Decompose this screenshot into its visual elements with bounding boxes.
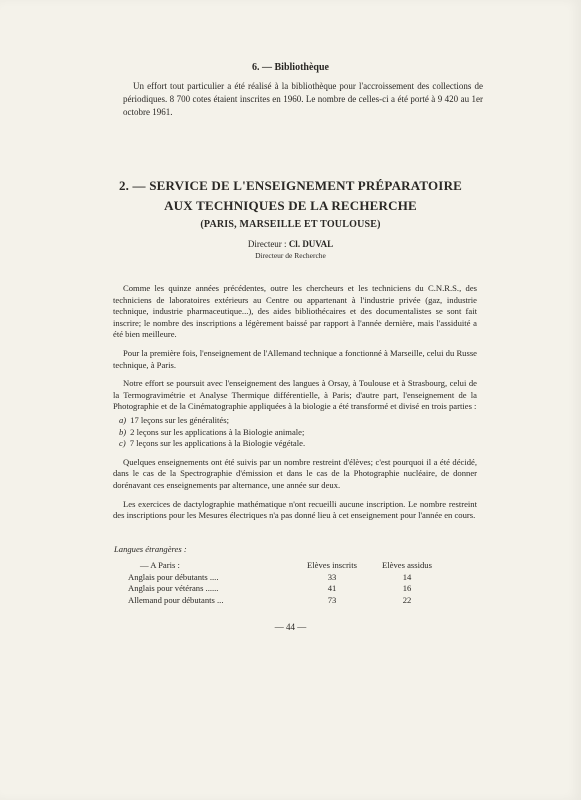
table-header: — A Paris : <box>140 560 180 570</box>
table-cell: 22 <box>402 594 412 605</box>
table-cell: 41 <box>327 583 337 594</box>
section-6-title: 6. — Bibliothèque <box>252 62 329 73</box>
page-number: — 44 — <box>274 622 307 632</box>
section-2-heading <box>0 176 581 234</box>
table-row <box>128 595 442 607</box>
table-header: Elèves inscrits <box>307 560 357 570</box>
table-header: Elèves assidus <box>382 560 432 570</box>
section-2-subtitle: (PARIS, MARSEILLE ET TOULOUSE) <box>200 219 381 230</box>
table-row <box>128 583 442 595</box>
paragraph-intro: Comme les quinze années précédentes, outre les chercheurs et les techniciens du C.N.R.S., des techniciens de laboratoires extérieurs au Centre ou appartenant à l'industrie privée (gaz, industrie technique, industrie pharmaceutique...), des aides bibliothécaires et des documentalistes se sont fait inscrire; le nombre des inscriptions a légèrement baissé par rapport à l'année dernière, mais l'assiduité a été bien meilleure. <box>113 283 477 340</box>
director-label: Directeur : <box>247 239 287 249</box>
director-name: Cl. DUVAL <box>288 239 334 249</box>
section-2-title-line1: 2. — SERVICE DE L'ENSEIGNEMENT PRÉPARATOIRE <box>118 178 463 193</box>
section-2-title-line2: AUX TECHNIQUES DE LA RECHERCHE <box>164 198 417 213</box>
langues-table <box>128 560 442 606</box>
table-cell: Allemand pour débutants ... <box>128 594 224 605</box>
director-role: Directeur de Recherche <box>255 251 326 260</box>
table-row <box>128 572 442 584</box>
lessons-list <box>113 415 477 450</box>
table-cell: Anglais pour vétérans ...... <box>128 583 219 594</box>
table-cell: Anglais pour débutants .... <box>128 571 219 582</box>
table-cell: 16 <box>402 583 412 594</box>
paragraph-effort: Notre effort se poursuit avec l'enseignement des langues à Orsay, à Toulouse et à Strasbourg, celui de la Termogravimétrie et Analyse Thermique différentielle, à Paris; d'autre part, l'enseignement de la Photographie et de la Cinématographie appliquées à la biologie a été transformé et divisé en trois parties : <box>113 378 477 412</box>
list-item: b) 2 leçons sur les applications à la Biologie animale; <box>119 426 305 437</box>
table-cell: 33 <box>327 571 337 582</box>
paragraph-quelques: Quelques enseignements ont été suivis par un nombre restreint d'élèves; c'est pourquoi il a été décidé, dans le cas de la Spectrographie d'émission et dans le cas de la Photographie nucléaire, de donner dorénavant ces enseignements par alternance, une année sur deux. <box>113 456 477 490</box>
table-header-row <box>128 560 442 572</box>
paragraph-premiere-fois: Pour la première fois, l'enseignement de l'Allemand technique a fonctionné à Marseille, celui du Russe technique, à Paris. <box>113 347 477 370</box>
list-item: c) 7 leçons sur les applications à la Biologie végétale. <box>119 438 306 449</box>
bibliotheque-paragraph: Un effort tout particulier a été réalisé à la bibliothèque pour l'accroissement des collections de périodiques. 8 700 cotes étaient inscrites en 1960. Le nombre de celles-ci a été porté à 9 420 au 1er octobre 1961. <box>123 81 483 117</box>
section-2-body <box>113 283 477 529</box>
table-cell: 73 <box>327 594 337 605</box>
table-cell: 14 <box>402 571 412 582</box>
langues-title: Langues étrangères : <box>114 544 187 554</box>
paragraph-dactylographie: Les exercices de dactylographie mathématique n'ont recueilli aucune inscription. Le nombre restreint des inscriptions pour les Mesures électriques n'a pas donné lieu à cet enseignement pour l'année en cours. <box>113 498 477 521</box>
list-item: a) 17 leçons sur les généralités; <box>119 414 229 425</box>
director-block <box>0 238 581 262</box>
